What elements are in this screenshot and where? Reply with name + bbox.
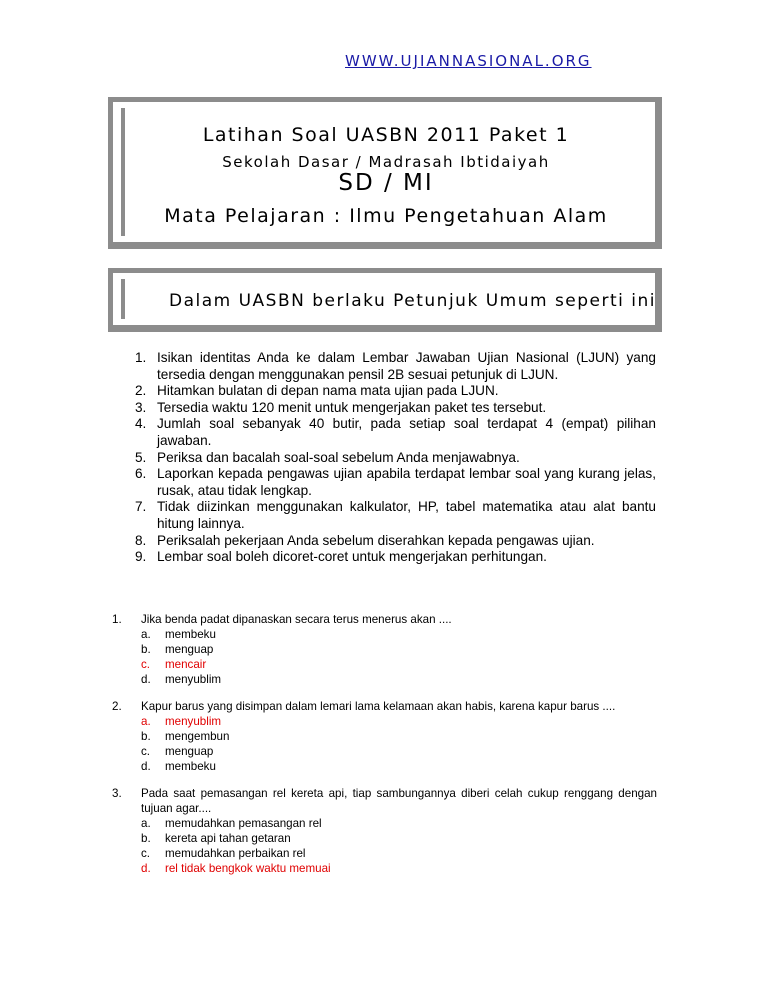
rule-number: 4. (135, 416, 147, 432)
question-number: 3. (112, 787, 122, 800)
option-letter: a. (141, 628, 151, 641)
rule-number: 2. (135, 383, 147, 399)
option-letter: c. (141, 658, 151, 671)
option-text: menyublim (165, 673, 222, 686)
question-3 (112, 786, 657, 876)
rule-text: Lembar soal boleh dicoret-coret untuk mengerjakan perhitungan. (157, 549, 547, 565)
question-2 (112, 699, 657, 774)
option-letter: d. (141, 673, 151, 686)
rule-text: Tersedia waktu 120 menit untuk mengerjakan paket tes tersebut. (157, 399, 547, 415)
option-text: mencair (165, 658, 207, 671)
question-number: 1. (112, 613, 122, 626)
option-text: memudahkan pemasangan rel (165, 817, 322, 830)
rule-item (135, 400, 656, 417)
option-text: mengembun (165, 730, 230, 743)
rule-item (135, 350, 656, 383)
option-text: menguap (165, 745, 214, 758)
rule-text: Jumlah soal sebanyak 40 butir, pada setiap soal terdapat 4 (empat) pilihan jawaban. (157, 416, 656, 448)
rule-item (135, 450, 656, 467)
option-letter: a. (141, 715, 151, 728)
site-link[interactable]: WWW.UJIANNASIONAL.ORG (345, 52, 592, 70)
option-b[interactable] (141, 831, 657, 846)
rule-item (135, 549, 656, 566)
option-text: menyublim (165, 715, 222, 728)
rule-item (135, 533, 656, 550)
option-c-correct[interactable] (141, 657, 657, 672)
subject: Mata Pelajaran : Ilmu Pengetahuan Alam (164, 205, 608, 227)
option-b[interactable] (141, 729, 657, 744)
questions-section (112, 612, 657, 888)
title-box-inner (121, 108, 647, 236)
option-text: kereta api tahan getaran (165, 832, 291, 845)
school-abbrev: SD / MI (338, 170, 434, 196)
option-letter: d. (141, 760, 151, 773)
rule-number: 3. (135, 399, 147, 415)
exam-title: Latihan Soal UASBN 2011 Paket 1 (202, 124, 570, 146)
rule-text: Isikan identitas Anda ke dalam Lembar Jawaban Ujian Nasional (LJUN) yang tersedia dengan menggunakan pensil 2B sesuai petunjuk di LJUN. (157, 350, 656, 382)
rule-text: Tidak diizinkan menggunakan kalkulator, HP, tabel matematika atau alat bantu hitung lainnya. (157, 499, 656, 531)
rule-number: 7. (135, 499, 147, 515)
option-text: membeku (165, 760, 216, 773)
rules-box-inner (121, 279, 657, 319)
option-letter: a. (141, 817, 151, 830)
rule-text: Laporkan kepada pengawas ujian apabila terdapat lembar soal yang kurang jelas, rusak, atau tidak lengkap. (157, 466, 656, 498)
option-a-correct[interactable] (141, 714, 657, 729)
rules-box (108, 268, 662, 332)
option-c[interactable] (141, 846, 657, 861)
title-box (108, 97, 662, 249)
option-d-correct[interactable] (141, 861, 657, 876)
school-level: Sekolah Dasar / Madrasah Ibtidaiyah (222, 153, 550, 171)
option-a[interactable] (141, 627, 657, 642)
rules-list (135, 350, 656, 566)
question-text: Pada saat pemasangan rel kereta api, tiap sambungannya diberi celah cukup renggang dengan tujuan agar.... (141, 787, 657, 815)
question-text: Jika benda padat dipanaskan secara terus menerus akan .... (141, 613, 452, 626)
option-letter: b. (141, 832, 151, 845)
option-text: rel tidak bengkok waktu memuai (165, 862, 331, 875)
rule-number: 8. (135, 532, 147, 548)
option-b[interactable] (141, 642, 657, 657)
rule-number: 9. (135, 549, 147, 565)
option-d[interactable] (141, 759, 657, 774)
question-1 (112, 612, 657, 687)
rule-item (135, 499, 656, 532)
option-text: memudahkan perbaikan rel (165, 847, 306, 860)
option-a[interactable] (141, 816, 657, 831)
option-letter: b. (141, 730, 151, 743)
rule-text: Periksalah pekerjaan Anda sebelum diserahkan kepada pengawas ujian. (157, 532, 595, 548)
question-number: 2. (112, 700, 122, 713)
rule-item (135, 466, 656, 499)
rule-number: 6. (135, 466, 147, 482)
option-letter: d. (141, 862, 151, 875)
rule-text: Hitamkan bulatan di depan nama mata ujian pada LJUN. (157, 383, 499, 399)
question-text: Kapur barus yang disimpan dalam lemari lama kelamaan akan habis, karena kapur barus .... (141, 700, 616, 713)
rule-number: 1. (135, 350, 147, 365)
rules-heading: Dalam UASBN berlaku Petunjuk Umum seperti ini (169, 291, 657, 311)
option-letter: b. (141, 643, 151, 656)
rule-text: Periksa dan bacalah soal-soal sebelum Anda menjawabnya. (157, 449, 520, 465)
option-letter: c. (141, 847, 151, 860)
option-c[interactable] (141, 744, 657, 759)
option-letter: c. (141, 745, 151, 758)
rule-number: 5. (135, 449, 147, 465)
option-text: membeku (165, 628, 216, 641)
option-d[interactable] (141, 672, 657, 687)
option-text: menguap (165, 643, 214, 656)
rule-item (135, 383, 656, 400)
rule-item (135, 416, 656, 449)
